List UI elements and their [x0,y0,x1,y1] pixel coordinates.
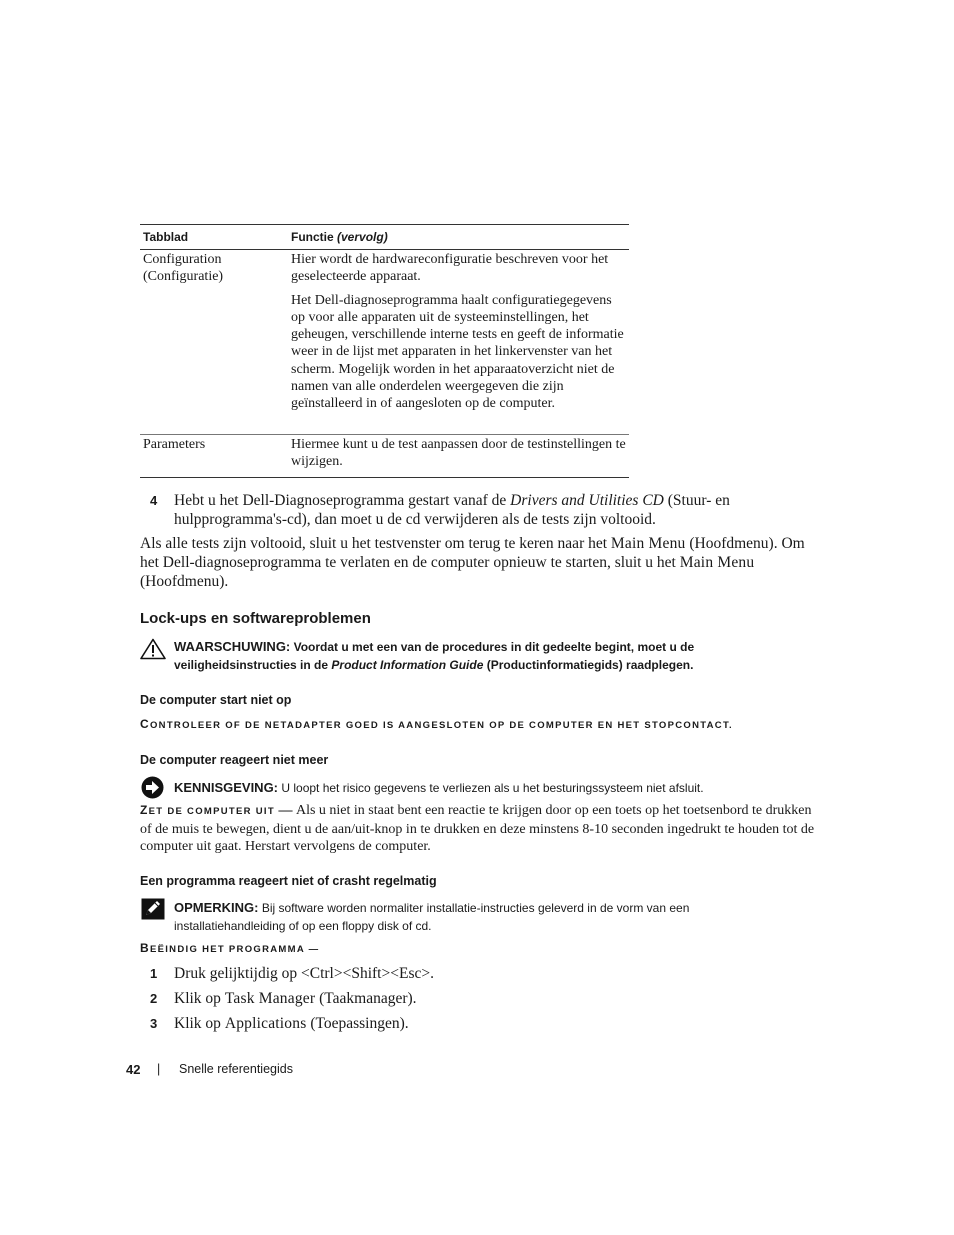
step-number: 3 [150,1016,158,1031]
note-text [174,899,754,935]
text-run: (Taakmanager). [315,990,417,1007]
step-3-text [174,1014,409,1033]
footer-separator: | [157,1062,161,1076]
text-run: ONTROLEER OF DE NETADAPTER GOED IS AANGESLOTEN OP DE COMPUTER EN HET STOPCONTACT. [149,720,733,731]
main-menu-term: Main Menu [679,554,755,571]
notice-text [174,779,774,797]
text-run: (Hoofdmenu). Om het Dell-diagnoseprogramma te verlaten en de computer opnieuw te starten, sluit u het [140,535,805,571]
text-run: (Productinformatiegids) raadplegen. [483,658,694,672]
step-number: 4 [150,493,158,508]
header-tabblad: Tabblad [143,230,189,244]
function-table [140,224,629,478]
text-run: Druk gelijktijdig op <Ctrl><Shift><Esc>. [174,965,434,982]
header-functie [291,230,629,244]
text-run: (Stuur- en hulpprogramma's-cd), dan moet u de cd verwijderen als de tests zijn voltooid. [174,492,730,528]
table-header [140,225,629,249]
text-run: EËINDIG HET PROGRAMMA [149,944,305,955]
table-row-parameters [140,435,629,477]
subheading-hangs: De computer reageert niet meer [140,753,329,767]
text-run: Hebt u het Dell-Diagnoseprogramma gestart vanaf de [174,492,511,509]
dash: — [274,803,296,818]
row-tab-label: Parameters [143,437,206,452]
step-4-number [150,492,157,510]
text-run: Als u niet in staat bent een reactie te krijgen door op een toets op het toetsenbord te drukken of de muis te bewegen, dient u de aan/uit-knop in te drukken en deze minstens 8-10 seconden ingedrukt te houden tot de computer uit gaat. Herstart vervolgens de computer. [140,803,815,854]
text-run: U loopt het risico gegevens te verliezen als u het besturingssysteem niet afsluit. [278,781,704,795]
step-number: 2 [150,991,158,1006]
action-turn-off [140,802,816,856]
note-label: OPMERKING: [174,900,259,915]
text-run: Als alle tests zijn voltooid, sluit u het testvenster om terug te keren naar het [140,535,611,552]
dash: — [304,944,320,955]
notice-arrow-icon [141,776,164,799]
guide-title: Product Information Guide [331,658,484,672]
row-description-para: Het Dell-diagnoseprogramma haalt configuratiegegevens op voor alle apparaten uit de systeeminstellingen, het geheugen, verschillende interne tests en geeft de informatie weer in de lijst met apparaten in het linkervenster van het scherm. Mogelijk worden in het apparaatoverzicht niet de namen van alle onderdelen weergegeven die zijn geïnstalleerd in of aangesloten op de computer. [291,292,624,412]
header-functie-label: Functie [291,230,334,244]
row-description-para: Hier wordt de hardwareconfiguratie beschreven voor het geselecteerde apparaat. [291,252,609,285]
text-run: B [140,941,150,955]
text-run: (Hoofdmenu). [140,573,229,590]
step-1-text [174,964,434,983]
section-title: Lock-ups en softwareproblemen [140,610,371,627]
row-description [291,250,629,434]
subheading-start: De computer start niet op [140,693,292,707]
table-bottom-rule [140,477,629,478]
task-manager-term: Task Manager [224,990,316,1007]
step-2-number [150,990,157,1008]
text-run: Z [140,803,149,817]
action-end-program [140,941,319,955]
step-1-number [150,965,157,983]
text-run: (Toepassingen). [306,1015,409,1032]
note-pencil-icon [141,898,165,920]
step-3-number [150,1015,157,1033]
cd-title: Drivers and Utilities CD [510,492,664,509]
row-tab-label: Configuration (Configuratie) [143,252,224,285]
step-4-text [174,491,754,529]
page-number: 42 [126,1062,141,1077]
footer-title: Snelle referentiegids [179,1062,293,1076]
warning-text [174,638,734,674]
table-row-configuration [140,250,629,434]
warning-label: WAARSCHUWING: [174,639,291,654]
notice-label: KENNISGEVING: [174,780,279,795]
row-description-para: Hiermee kunt u de test aanpassen door de testinstellingen te wijzigen. [291,437,626,470]
header-functie-suffix: (vervolg) [337,230,388,244]
row-description [291,435,629,477]
main-menu-term: Main Menu [610,535,686,552]
step-number: 1 [150,966,158,981]
text-run: Bij software worden normaliter installatie-instructies geleverd in de vorm van een installatiehandleiding of op een floppy disk of cd. [174,901,690,933]
step-2-text [174,989,417,1008]
text-run: C [140,717,150,731]
text-run: Klik op [174,990,225,1007]
text-run: Voordat u met een van de procedures in dit gedeelte begint, moet u de veiligheidsinstructies in de [174,640,695,672]
text-run: Klik op [174,1015,225,1032]
warning-triangle-icon [140,638,166,660]
applications-term: Applications [224,1015,307,1032]
main-menu-paragraph [140,534,816,591]
text-run: ET DE COMPUTER UIT [148,806,275,817]
action-check-adapter [140,717,733,731]
subheading-crash: Een programma reageert niet of crasht regelmatig [140,874,437,888]
